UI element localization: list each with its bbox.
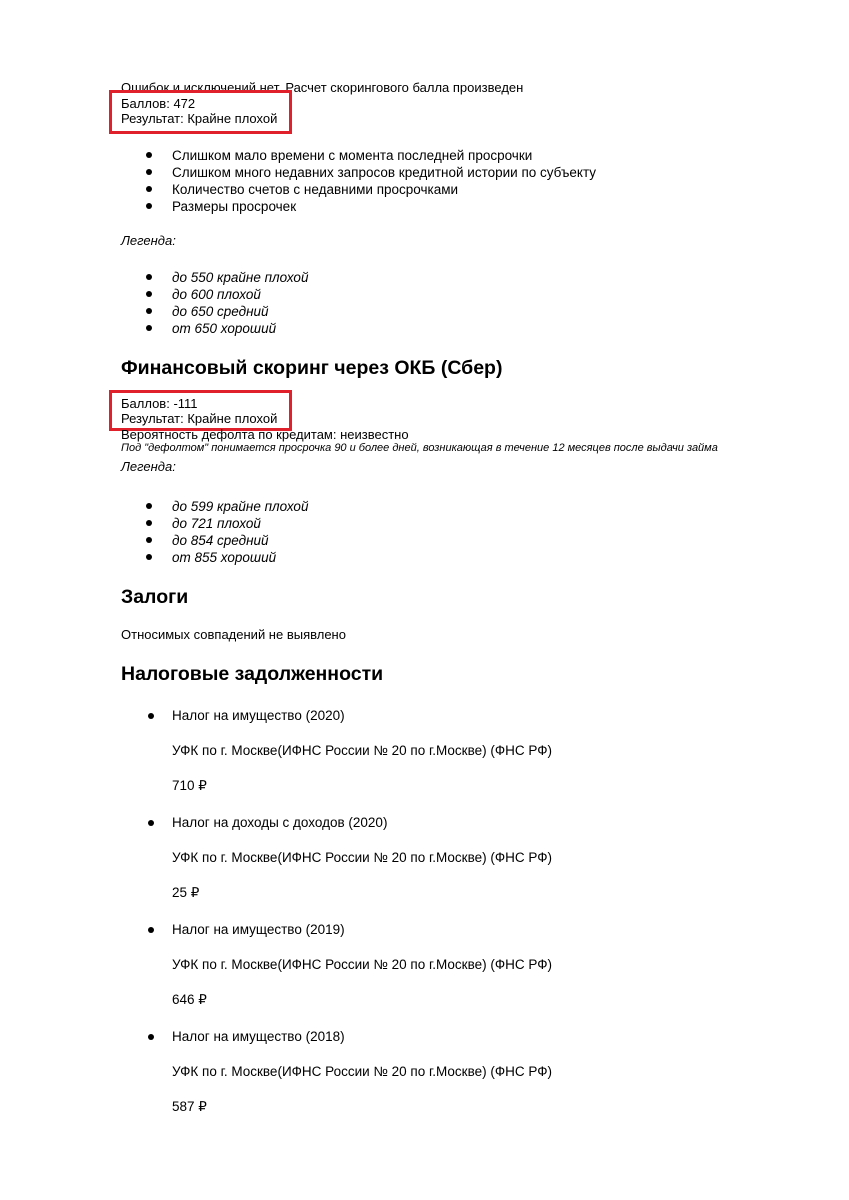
tax-title: Налог на имущество (2019): [172, 922, 345, 937]
list-item: от 855 хороший: [121, 549, 308, 566]
legend-label-1: Легенда:: [121, 233, 176, 248]
tax-title: Налог на имущество (2018): [172, 1029, 345, 1044]
score-line-2: Баллов: -111: [121, 396, 198, 411]
heading-tax-debts: Налоговые задолженности: [121, 663, 384, 685]
default-probability: Вероятность дефолта по кредитам: неизвестно: [121, 427, 409, 442]
tax-authority: УФК по г. Москве(ИФНС России № 20 по г.Москве) (ФНС РФ): [172, 850, 552, 865]
highlight-box-1: [109, 90, 292, 134]
list-item: до 721 плохой: [121, 515, 308, 532]
default-note: Под "дефолтом" понимается просрочка 90 и более дней, возникающая в течение 12 месяцев после выдачи займа: [121, 442, 718, 454]
list-item: Слишком мало времени с момента последней просрочки: [121, 147, 596, 164]
tax-title: Налог на имущество (2020): [172, 708, 345, 723]
bullet-icon: [148, 820, 154, 826]
legend-list-1: [121, 269, 308, 337]
list-item: Слишком много недавних запросов кредитной истории по субъекту: [121, 164, 596, 181]
score-line-1: Баллов: 472: [121, 96, 196, 111]
result-line-2: Результат: Крайне плохой: [121, 411, 278, 426]
tax-authority: УФК по г. Москве(ИФНС России № 20 по г.Москве) (ФНС РФ): [172, 743, 552, 758]
heading-okb-scoring: Финансовый скоринг через ОКБ (Сбер): [121, 357, 503, 379]
bullet-icon: [148, 713, 154, 719]
scoring-intro: Ошибок и исключений нет. Расчет скорингового балла произведен: [121, 80, 524, 95]
list-item: до 599 крайне плохой: [121, 498, 308, 515]
tax-authority: УФК по г. Москве(ИФНС России № 20 по г.Москве) (ФНС РФ): [172, 1064, 552, 1079]
collateral-text: Относимых совпадений не выявлено: [121, 627, 346, 642]
tax-amount: 25 ₽: [172, 885, 200, 900]
list-item: от 650 хороший: [121, 320, 308, 337]
tax-amount: 710 ₽: [172, 778, 207, 793]
list-item: до 854 средний: [121, 532, 308, 549]
list-item: до 650 средний: [121, 303, 308, 320]
list-item: Размеры просрочек: [121, 198, 596, 215]
highlight-box-2: [109, 390, 292, 431]
legend-list-2: [121, 498, 308, 566]
legend-label-2: Легенда:: [121, 459, 176, 474]
tax-amount: 646 ₽: [172, 992, 207, 1007]
bullet-icon: [148, 927, 154, 933]
result-line-1: Результат: Крайне плохой: [121, 111, 278, 126]
factors-list: [121, 147, 596, 215]
heading-collateral: Залоги: [121, 586, 189, 608]
tax-amount: 587 ₽: [172, 1099, 207, 1114]
list-item: до 550 крайне плохой: [121, 269, 308, 286]
list-item: Количество счетов с недавними просрочками: [121, 181, 596, 198]
tax-authority: УФК по г. Москве(ИФНС России № 20 по г.Москве) (ФНС РФ): [172, 957, 552, 972]
list-item: до 600 плохой: [121, 286, 308, 303]
bullet-icon: [148, 1034, 154, 1040]
tax-title: Налог на доходы с доходов (2020): [172, 815, 388, 830]
